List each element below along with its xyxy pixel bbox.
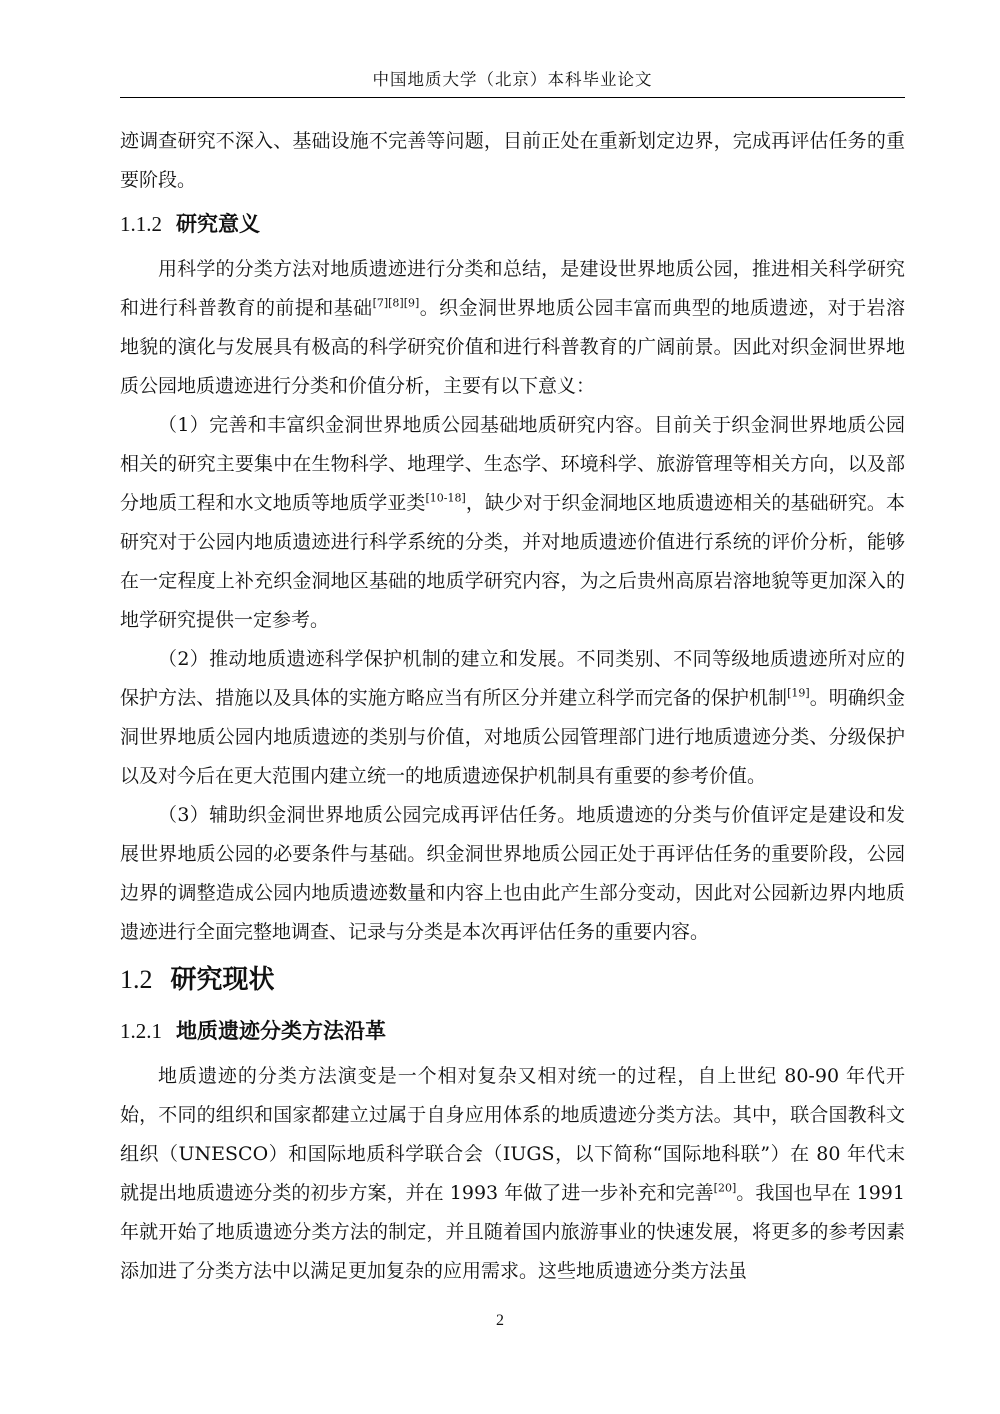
paragraph-text: 迹调查研究不深入、基础设施不完善等问题，目前正处在重新划定边界，完成再评估任务的重要阶段。 [120, 130, 905, 191]
heading-number: 1.1.2 [120, 212, 162, 236]
citation-ref: [20] [713, 1181, 737, 1195]
paragraph-text: 。明确织金洞世界地质公园内地质遗迹的类别与价值，对地质公园管理部门进行地质遗迹分类、分级保护以及对今后在更大范围内建立统一的地质遗迹保护机制具有重要的参考价值。 [120, 687, 905, 787]
heading-number: 1.2.1 [120, 1019, 162, 1043]
citation-ref: [19] [787, 686, 810, 700]
paragraph-significance-3 [120, 796, 905, 952]
heading-text: 地质遗迹分类方法沿革 [176, 1019, 386, 1043]
paragraph-text: 。我国也早在 1991 年就开始了地质遗迹分类方法的制定，并且随着国内旅游事业的快速发展，将更多的参考因素添加进了分类方法中以满足更加复杂的应用需求。这些地质遗迹分类方法虽 [120, 1182, 905, 1282]
paragraph-text: （1）完善和丰富织金洞世界地质公园基础地质研究内容。目前关于织金洞世界地质公园相关的研究主要集中在生物科学、地理学、生态学、环境科学、旅游管理等相关方向，以及部分地质工程和水文地质等地质学亚类 [120, 414, 905, 514]
paragraph-significance-2 [120, 640, 905, 796]
citation-ref: [10-18] [425, 491, 466, 505]
paragraph-significance-intro [120, 250, 905, 406]
paragraph-text: （2）推动地质遗迹科学保护机制的建立和发展。不同类别、不同等级地质遗迹所对应的保护方法、措施以及具体的实施方略应当有所区分并建立科学而完备的保护机制 [120, 648, 905, 709]
heading-1-2 [120, 960, 905, 1000]
paragraph-significance-1 [120, 406, 905, 640]
citation-ref: [7][8][9] [372, 296, 420, 310]
header-divider [120, 97, 905, 98]
heading-1-2-1 [120, 1012, 905, 1050]
heading-number: 1.2 [120, 965, 153, 994]
heading-1-1-2 [120, 205, 905, 243]
paragraph-text: 。织金洞世界地质公园丰富而典型的地质遗迹，对于岩溶地貌的演化与发展具有极高的科学研究价值和进行科普教育的广阔前景。因此对织金洞世界地质公园地质遗迹进行分类和价值分析，主要有以下意义： [120, 297, 905, 397]
paragraph-text: 用科学的分类方法对地质遗迹进行分类和总结，是建设世界地质公园，推进相关科学研究和进行科普教育的前提和基础 [120, 258, 905, 319]
heading-text: 研究现状 [170, 965, 275, 995]
page-number: 2 [496, 1312, 504, 1329]
paragraph-classification-history [120, 1057, 905, 1291]
paragraph-continued [120, 122, 905, 200]
paragraph-text: ，缺少对于织金洞地区地质遗迹相关的基础研究。本研究对于公园内地质遗迹进行科学系统的分类，并对地质遗迹价值进行系统的评价分析，能够在一定程度上补充织金洞地区基础的地质学研究内容，为之后贵州高原岩溶地貌等更加深入的地学研究提供一定参考。 [120, 492, 905, 631]
paragraph-text: 地质遗迹的分类方法演变是一个相对复杂又相对统一的过程，自上世纪 80-90 年代开始，不同的组织和国家都建立过属于自身应用体系的地质遗迹分类方法。其中，联合国教科文组织（UNESCO）和国际地质科学联合会（IUGS，以下简称“国际地科联”）在 80 年代末就提出地质遗迹分类的初步方案，并在 1993 年做了进一步补充和完善 [120, 1065, 905, 1204]
heading-text: 研究意义 [176, 212, 260, 236]
paragraph-text: （3）辅助织金洞世界地质公园完成再评估任务。地质遗迹的分类与价值评定是建设和发展世界地质公园的必要条件与基础。织金洞世界地质公园正处于再评估任务的重要阶段，公园边界的调整造成公园内地质遗迹数量和内容上也由此产生部分变动，因此对公园新边界内地质遗迹进行全面完整地调查、记录与分类是本次再评估任务的重要内容。 [120, 804, 905, 943]
page-header: 中国地质大学（北京）本科毕业论文 [372, 70, 653, 89]
body-text [120, 122, 905, 1291]
